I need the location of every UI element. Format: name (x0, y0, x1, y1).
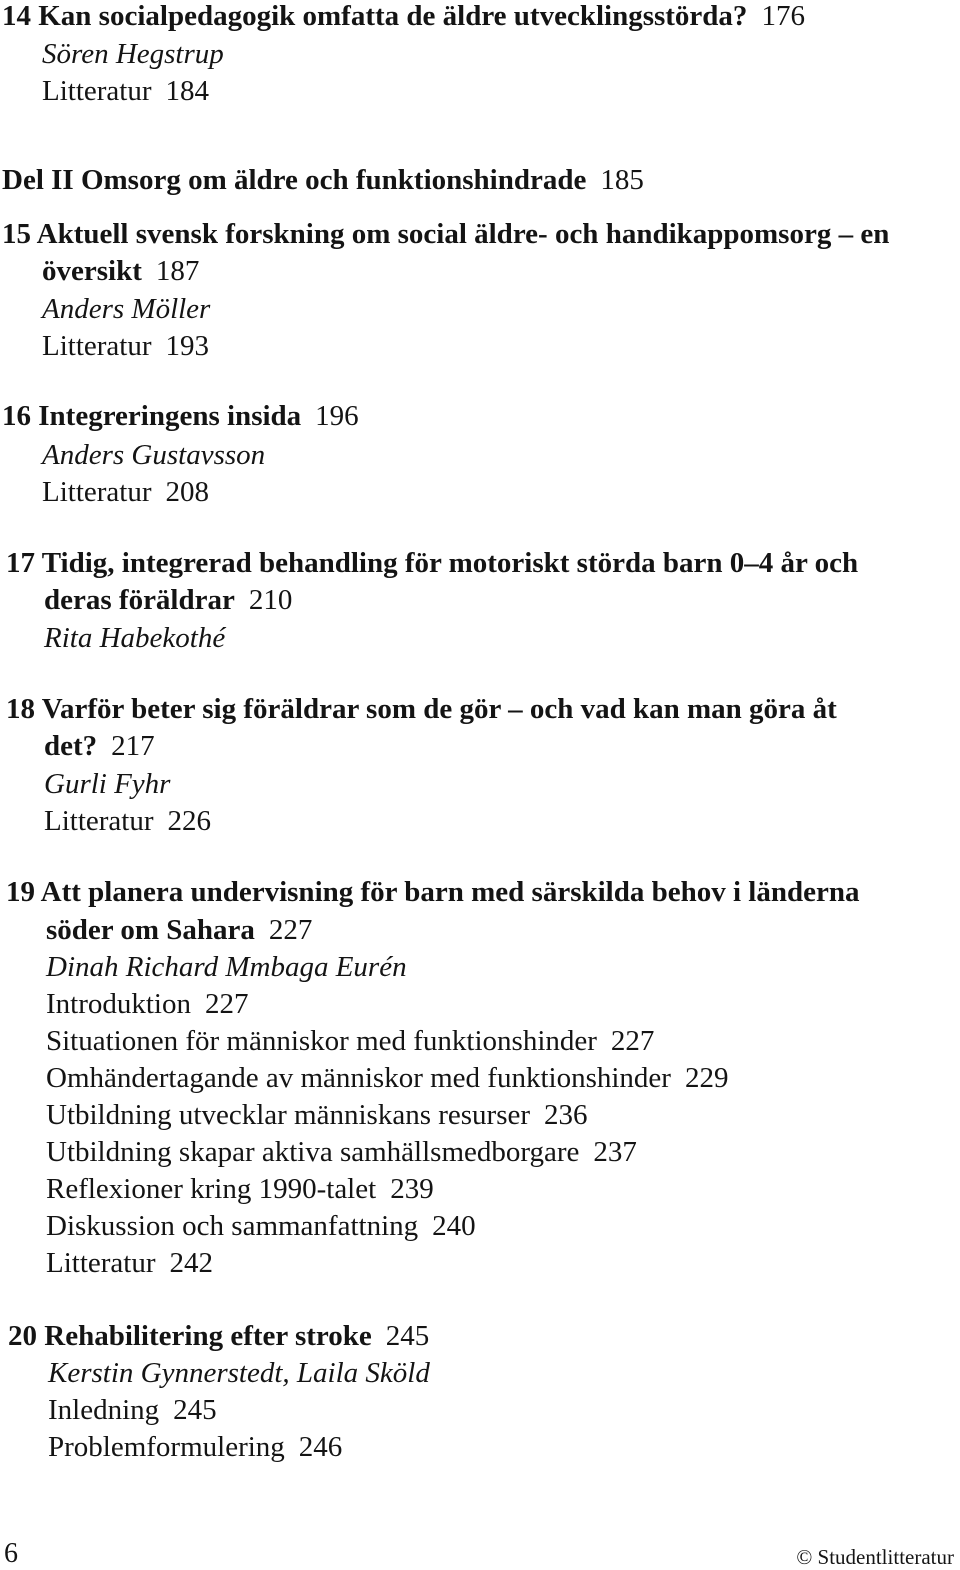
toc-entry-16-title: 16 Integreringens insida 196 (2, 400, 359, 432)
toc-entry-20-sub: Problemformulering 246 (48, 1431, 343, 1463)
toc-entry-19-sub: Reflexioner kring 1990-talet 239 (46, 1173, 434, 1205)
toc-entry-18-title-cont: det? 217 (44, 730, 155, 762)
toc-entry-19-author: Dinah Richard Mmbaga Eurén (46, 951, 407, 983)
toc-entry-19-sub: Utbildning skapar aktiva samhällsmedborgare 237 (46, 1136, 637, 1168)
toc-entry-19-sub: Diskussion och sammanfattning 240 (46, 1210, 476, 1242)
toc-entry-20-author: Kerstin Gynnerstedt, Laila Sköld (48, 1357, 430, 1389)
toc-entry-15-title: 15 Aktuell svensk forskning om social äldre- och handikappomsorg – en (2, 218, 890, 250)
toc-entry-17-title: 17 Tidig, integrerad behandling för motoriskt störda barn 0–4 år och (6, 547, 859, 579)
toc-entry-14-author: Sören Hegstrup (42, 38, 224, 70)
toc-entry-19-sub: Introduktion 227 (46, 988, 249, 1020)
toc-entry-19-sub: Utbildning utvecklar människans resurser 236 (46, 1099, 588, 1131)
toc-entry-15-literature: Litteratur 193 (42, 330, 210, 362)
toc-entry-17-author: Rita Habekothé (44, 622, 226, 654)
toc-entry-20-sub: Inledning 245 (48, 1394, 217, 1426)
toc-entry-19-sub: Omhändertagande av människor med funktionshinder 229 (46, 1062, 729, 1094)
toc-entry-19-title: 19 Att planera undervisning för barn med särskilda behov i länderna (6, 876, 860, 908)
toc-entry-19-sub: Litteratur 242 (46, 1247, 214, 1279)
footer-page-number: 6 (4, 1538, 18, 1569)
toc-entry-14-title: 14 Kan socialpedagogik omfatta de äldre utvecklingsstörda? 176 (2, 0, 805, 32)
toc-entry-15-title-cont: översikt 187 (42, 255, 200, 287)
toc-entry-19-title-cont: söder om Sahara 227 (46, 914, 313, 946)
toc-entry-20-title: 20 Rehabilitering efter stroke 245 (8, 1320, 430, 1352)
toc-entry-16-literature: Litteratur 208 (42, 476, 210, 508)
toc-entry-18-literature: Litteratur 226 (44, 805, 212, 837)
toc-part-2-title: Del II Omsorg om äldre och funktionshindrade 185 (2, 164, 644, 196)
toc-entry-16-author: Anders Gustavsson (42, 439, 266, 471)
toc-entry-19-sub: Situationen för människor med funktionshinder 227 (46, 1025, 655, 1057)
page-number: 176 (761, 0, 805, 32)
toc-entry-18-title: 18 Varför beter sig föräldrar som de gör – och vad kan man göra åt (6, 693, 837, 725)
toc-entry-14-literature: Litteratur 184 (42, 75, 210, 107)
footer-publisher: © Studentlitteratur (796, 1545, 954, 1569)
toc-entry-18-author: Gurli Fyhr (44, 768, 171, 800)
page-number: 185 (600, 164, 644, 196)
toc-entry-15-author: Anders Möller (42, 293, 211, 325)
toc-entry-17-title-cont: deras föräldrar 210 (44, 584, 293, 616)
